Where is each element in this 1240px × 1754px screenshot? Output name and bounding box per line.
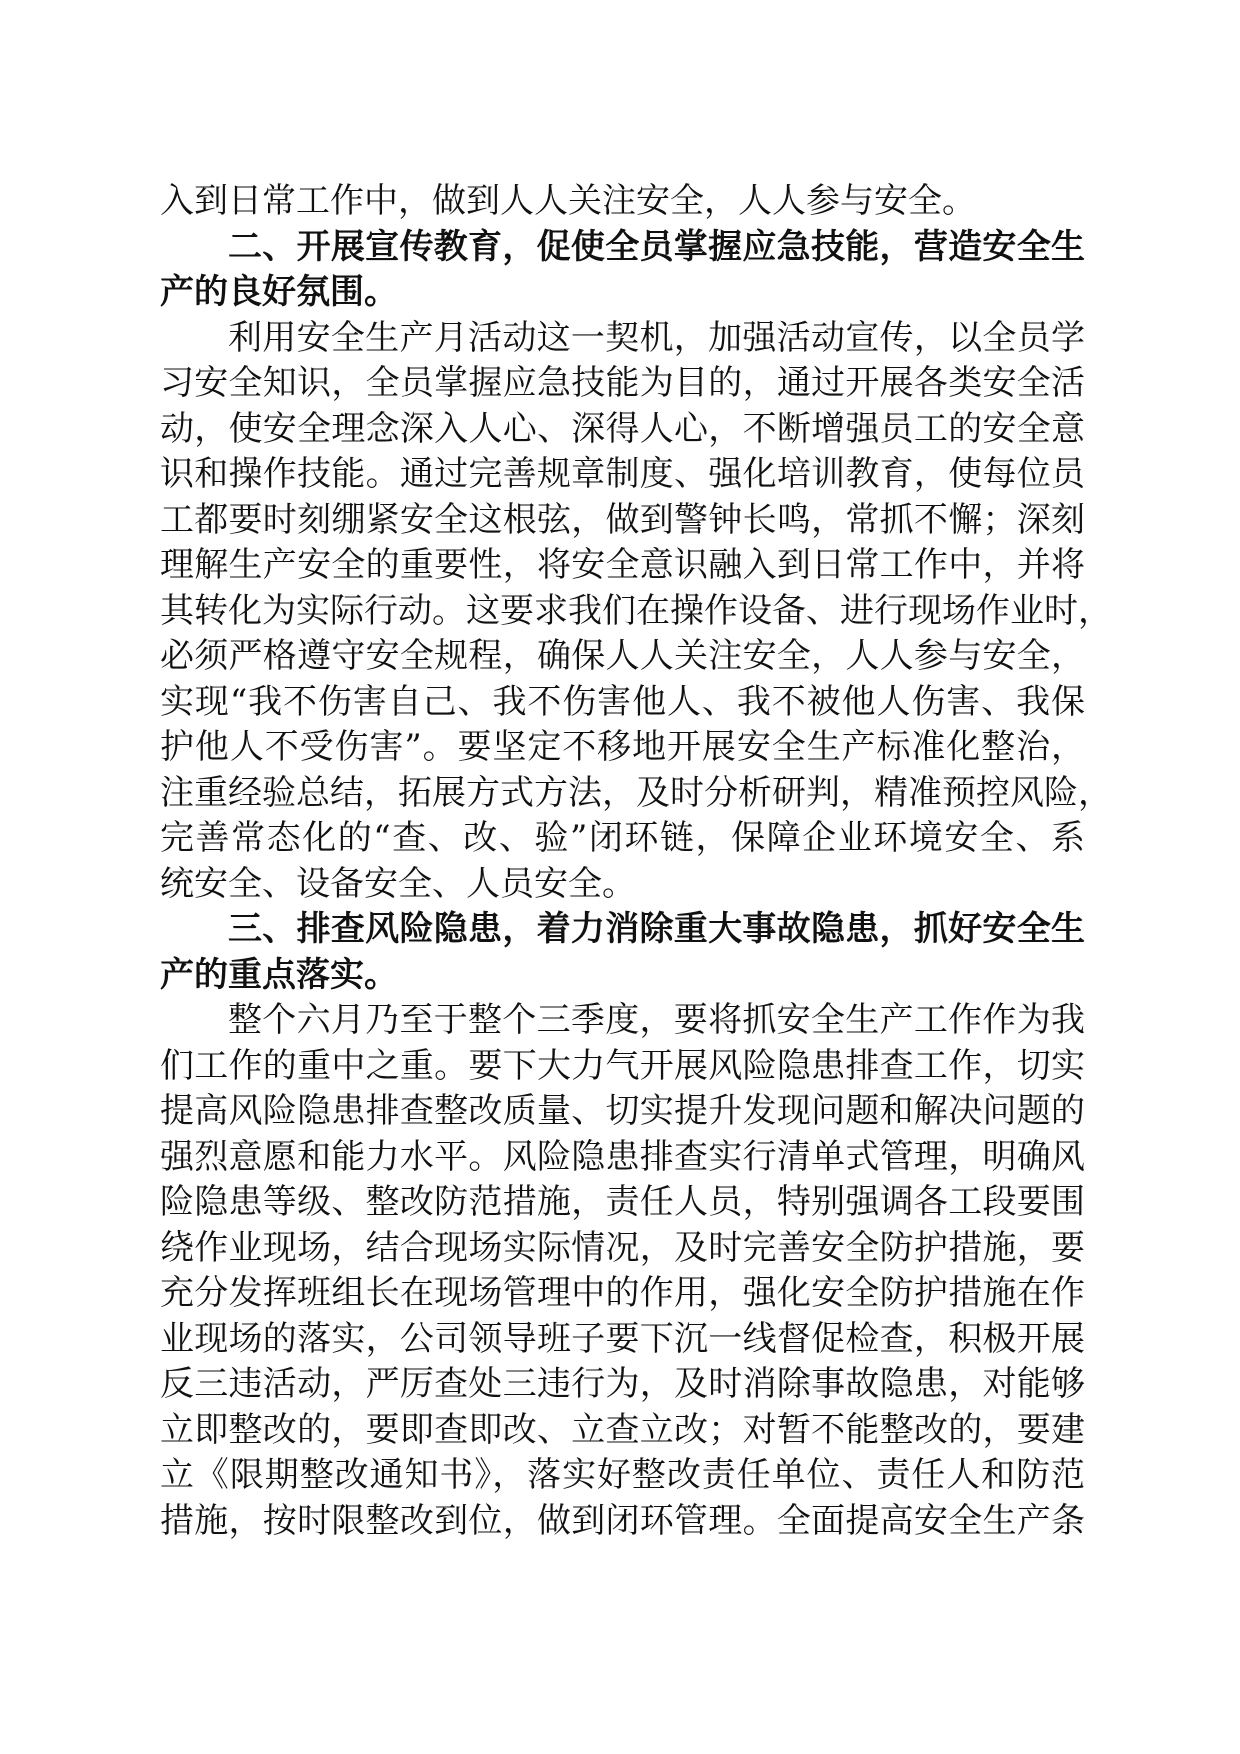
paragraph-line: 注重经验总结，拓展方式方法，及时分析研判，精准预控风险， <box>160 772 1112 813</box>
paragraph-line: 动，使安全理念深入人心、深得人心，不断增强员工的安全意 <box>160 408 1085 449</box>
paragraph-line: 立即整改的，要即查即改、立查立改；对暂不能整改的，要建 <box>160 1409 1085 1450</box>
paragraph-line: 统安全、设备安全、人员安全。 <box>160 863 636 904</box>
paragraph-line: 险隐患等级、整改防范措施，责任人员，特别强调各工段要围 <box>160 1182 1085 1222</box>
paragraph-line: 其转化为实际行动。这要求我们在操作设备、进行现场作业时， <box>160 590 1112 631</box>
paragraph-line: 措施，按时限整改到位，做到闭环管理。全面提高安全生产条 <box>160 1500 1085 1541</box>
paragraph-line: 识和操作技能。通过完善规章制度、强化培训教育，使每位员 <box>160 454 1085 494</box>
section-heading-line: 产的重点落实。 <box>160 954 398 995</box>
section-heading-line: 二、开展宣传教育，促使全员掌握应急技能，营造安全生 <box>228 226 1085 267</box>
paragraph-line: 必须严格遵守安全规程，确保人人关注安全，人人参与安全， <box>160 636 1085 676</box>
paragraph-line: 实现“我不伤害自己、我不伤害他人、我不被他人伤害、我保 <box>160 681 1085 722</box>
section-heading-line: 三、排查风险隐患，着力消除重大事故隐患，抓好安全生 <box>228 909 1085 949</box>
paragraph-line: 入到日常工作中，做到人人关注安全，人人参与安全。 <box>160 181 976 221</box>
paragraph-line: 强烈意愿和能力水平。风险隐患排查实行清单式管理，明确风 <box>160 1136 1085 1177</box>
paragraph-line: 习安全知识，全员掌握应急技能为目的，通过开展各类安全活 <box>160 363 1085 403</box>
paragraph-line: 提高风险隐患排查整改质量、切实提升发现问题和解决问题的 <box>160 1091 1085 1131</box>
paragraph-line: 绕作业现场，结合现场实际情况，及时完善安全防护措施，要 <box>160 1227 1085 1268</box>
paragraph-line: 利用安全生产月活动这一契机，加强活动宣传，以全员学 <box>228 317 1085 358</box>
paragraph-line: 们工作的重中之重。要下大力气开展风险隐患排查工作，切实 <box>160 1045 1085 1086</box>
paragraph-line: 反三违活动，严厉查处三违行为，及时消除事故隐患，对能够 <box>160 1364 1085 1404</box>
paragraph-line: 完善常态化的“查、改、验”闭环链，保障企业环境安全、系 <box>160 818 1085 858</box>
paragraph-line: 整个六月乃至于整个三季度，要将抓安全生产工作作为我 <box>228 1000 1085 1040</box>
paragraph-line: 护他人不受伤害”。要坚定不移地开展安全生产标准化整治， <box>160 727 1085 767</box>
paragraph-line: 工都要时刻绷紧安全这根弦，做到警钟长鸣，常抓不懈；深刻 <box>160 499 1085 540</box>
paragraph-line: 充分发挥班组长在现场管理中的作用，强化安全防护措施在作 <box>160 1273 1085 1313</box>
paragraph-line: 业现场的落实，公司领导班子要下沉一线督促检查，积极开展 <box>160 1318 1085 1359</box>
paragraph-line: 立《限期整改通知书》，落实好整改责任单位、责任人和防范 <box>160 1455 1085 1495</box>
section-heading-line: 产的良好氛围。 <box>160 272 398 312</box>
paragraph-line: 理解生产安全的重要性，将安全意识融入到日常工作中，并将 <box>160 545 1085 585</box>
